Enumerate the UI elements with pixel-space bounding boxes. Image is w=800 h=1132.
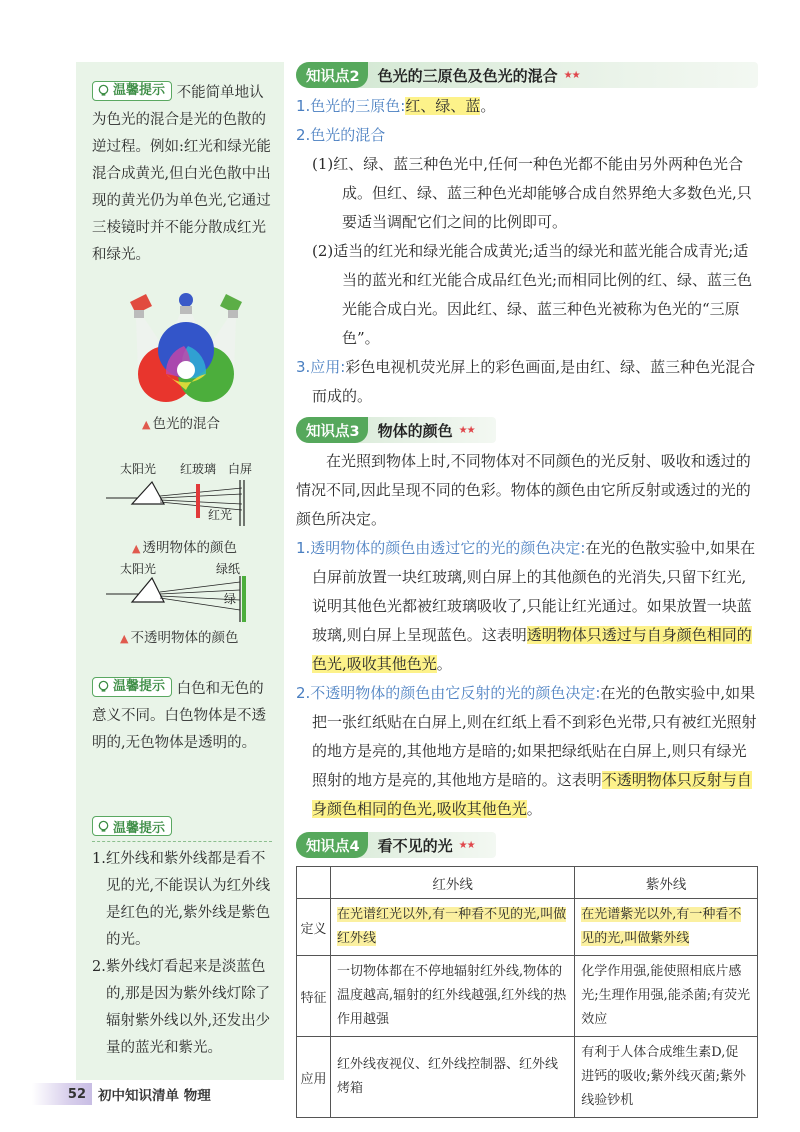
kp2-s3-text: 彩色电视机荧光屏上的彩色画面,是由红、绿、蓝三种色光混合而成的。 xyxy=(312,358,756,405)
fig-mix-caption xyxy=(142,412,220,432)
fig-trans-caption xyxy=(132,536,237,556)
label-red-light: 红光 xyxy=(208,508,233,522)
tip-label: 温馨提示 xyxy=(113,820,166,836)
tip2-paragraph xyxy=(92,676,272,757)
knowledge-point-4-header xyxy=(296,832,496,858)
fig-opaque-caption xyxy=(120,626,238,646)
tip-tag xyxy=(92,677,172,697)
kp3-s1-highlight: 透明物体只透过与自身颜色相同的色光,吸收其他色光 xyxy=(312,626,752,673)
knowledge-point-3-header xyxy=(296,417,496,443)
label-green: 绿 xyxy=(224,592,237,606)
kp3-s2-end: 。 xyxy=(526,800,542,818)
main-content xyxy=(296,62,758,1118)
kp4-title: 看不见的光 xyxy=(377,836,453,855)
sidebar xyxy=(76,62,284,1080)
fig-trans-caption-text: 透明物体的颜色 xyxy=(142,540,237,556)
invisible-light-table xyxy=(296,866,758,1118)
label-green-paper: 绿纸 xyxy=(216,562,241,576)
kp2-s1-end: 。 xyxy=(480,97,496,115)
label-white-screen: 白屏 xyxy=(228,462,253,476)
label-red-glass: 红玻璃 xyxy=(180,462,217,476)
table-row-header: 应用 xyxy=(297,1037,331,1118)
tip-label: 温馨提示 xyxy=(113,83,166,98)
kp3-intro: 在光照到物体上时,不同物体对不同颜色的光反射、吸收和透过的情况不同,因此呈现不同的色彩。物体的颜色由它所反射或透过的光的颜色所决定。 xyxy=(296,452,751,528)
table-header-cell: 红外线 xyxy=(331,867,575,899)
tip-tag xyxy=(92,81,172,101)
tip1-text: 不能简单地认为色光的混合是光的色散的逆过程。例如:红光和绿光能混合成黄光,但白光色散中出现的黄光仍为单色光,它通过三棱镜时并不能分散成红光和绿光。 xyxy=(92,85,271,263)
table-cell: 有利于人体合成维生素D,促进钙的吸收;紫外线灭菌;紫外线验钞机 xyxy=(575,1037,758,1118)
kp2-s1-head: 1.色光的三原色: xyxy=(296,97,406,115)
table-row-header: 特征 xyxy=(297,956,331,1037)
kp3-s2-text: 在光的色散实验中,如果把一张红纸贴在白屏上,则在红纸上看不到彩色光带,只有被红光照射的地方是亮的,其他地方是暗的;如果把绿纸贴在白屏上,则只有绿光照射的地方是亮的,其他地方是暗的。这表明 xyxy=(312,684,757,789)
table-cell: 红外线夜视仪、红外线控制器、红外线烤箱 xyxy=(331,1037,575,1118)
kp2-item-1: (1)红、绿、蓝三种色光中,任何一种色光都不能由另外两种色光合成。但红、绿、蓝三种色光却能够合成自然界绝大多数色光,只要适当调配它们之间的比例即可。 xyxy=(312,155,752,231)
tip-label: 温馨提示 xyxy=(113,679,166,694)
tip-tag xyxy=(92,816,172,836)
label-sun: 太阳光 xyxy=(120,462,157,476)
table-row xyxy=(297,1037,758,1118)
tip-block-2 xyxy=(92,676,272,757)
fig-mix-caption-text: 色光的混合 xyxy=(152,416,220,432)
table-row xyxy=(297,899,758,956)
kp2-title: 色光的三原色及色光的混合 xyxy=(377,66,558,85)
table-cell: 在光谱紫光以外,有一种看不见的光,叫做紫外线 xyxy=(581,907,742,946)
fig-opaque-caption-text: 不透明物体的颜色 xyxy=(130,630,239,646)
transparent-diagram xyxy=(76,458,284,538)
tip1-paragraph xyxy=(92,80,272,269)
lightbulb-icon xyxy=(97,820,110,833)
star-rating-icon: ★★ xyxy=(563,69,580,81)
kp3-s1-text: 在光的色散实验中,如果在白屏前放置一块红玻璃,则白屏上的其他颜色的光消失,只留下红光,说明其他色光都被红玻璃吸收了,只能让红光通过。如果放置一块蓝玻璃,则白屏上呈现蓝色。这表明 xyxy=(312,539,756,644)
transparent-figure xyxy=(76,458,284,538)
kp3-title: 物体的颜色 xyxy=(377,421,453,440)
kp3-s1-end: 。 xyxy=(436,655,452,673)
tip2-text: 白色和无色的意义不同。白色物体是不透明的,无色物体是透明的。 xyxy=(92,681,266,751)
triangle-marker-icon: ▲ xyxy=(142,418,151,431)
label-sun-2: 太阳光 xyxy=(120,562,157,576)
kp2-s3 xyxy=(296,353,758,411)
triangle-marker-icon: ▲ xyxy=(132,542,141,555)
table-header-cell: 紫外线 xyxy=(575,867,758,899)
kp3-s1-head: 1.透明物体的颜色由透过它的光的颜色决定: xyxy=(296,539,586,557)
kp3-label: 知识点3 xyxy=(296,417,368,443)
page-number: 52 xyxy=(32,1083,92,1105)
lightbulb-icon xyxy=(97,680,110,693)
kp4-label: 知识点4 xyxy=(296,832,368,858)
tip3-item-1: 1.红外线和紫外线都是看不见的光,不能误认为红外线是红色的光,紫外线是紫色的光。 xyxy=(92,850,271,948)
kp3-s1 xyxy=(296,534,758,679)
kp3-s2-highlight: 不透明物体只反射与自身颜色相同的色光,吸收其他色光 xyxy=(312,771,752,818)
table-row-header: 定义 xyxy=(297,899,331,956)
tip3-list xyxy=(92,841,272,1062)
kp2-s3-head: 3.应用: xyxy=(296,358,346,376)
table-cell: 一切物体都在不停地辐射红外线,物体的温度越高,辐射的红外线越强,红外线的热作用越强 xyxy=(331,956,575,1037)
star-rating-icon: ★★ xyxy=(458,839,475,851)
table-row xyxy=(297,956,758,1037)
kp2-s1-value: 红、绿、蓝 xyxy=(405,97,481,115)
page-footer xyxy=(32,1083,211,1105)
kp2-label: 知识点2 xyxy=(296,62,368,88)
kp3-s2-head: 2.不透明物体的颜色由它反射的光的颜色决定: xyxy=(296,684,601,702)
lightbulb-icon xyxy=(97,84,110,97)
knowledge-point-2-header xyxy=(296,62,758,88)
green-paper xyxy=(242,576,246,622)
tip-block-1 xyxy=(92,80,272,269)
opaque-figure xyxy=(76,558,284,628)
table-header-row xyxy=(297,867,758,899)
color-mixing-figure xyxy=(116,290,256,408)
table-cell: 在光谱红光以外,有一种看不见的光,叫做红外线 xyxy=(337,907,567,946)
book-title: 初中知识清单 物理 xyxy=(98,1088,211,1104)
red-glass xyxy=(196,484,200,518)
opaque-diagram xyxy=(76,558,284,628)
kp2-s1 xyxy=(296,92,758,121)
kp3-s2 xyxy=(296,679,758,824)
tip3-item-2: 2.紫外线灯看起来是淡蓝色的,那是因为紫外线灯除了辐射紫外线以外,还发出少量的蓝光和紫光。 xyxy=(92,958,271,1056)
prism-icon-2 xyxy=(132,578,164,602)
table-cell: 化学作用强,能使照相底片感光;生理作用强,能杀菌;有荧光效应 xyxy=(575,956,758,1037)
kp2-s2-head: 2.色光的混合 xyxy=(296,126,386,144)
star-rating-icon: ★★ xyxy=(458,424,475,436)
triangle-marker-icon: ▲ xyxy=(120,632,129,645)
prism-icon xyxy=(132,482,164,504)
kp2-item-2: (2)适当的红光和绿光能合成黄光;适当的绿光和蓝光能合成青光;适当的蓝光和红光能合成品红色光;而相同比例的红、绿、蓝三色光能合成白光。因此红、绿、蓝三种色光被称为色光的“三原色”。 xyxy=(312,242,753,347)
tip-block-3 xyxy=(92,816,272,1062)
table-header-cell xyxy=(297,867,331,899)
